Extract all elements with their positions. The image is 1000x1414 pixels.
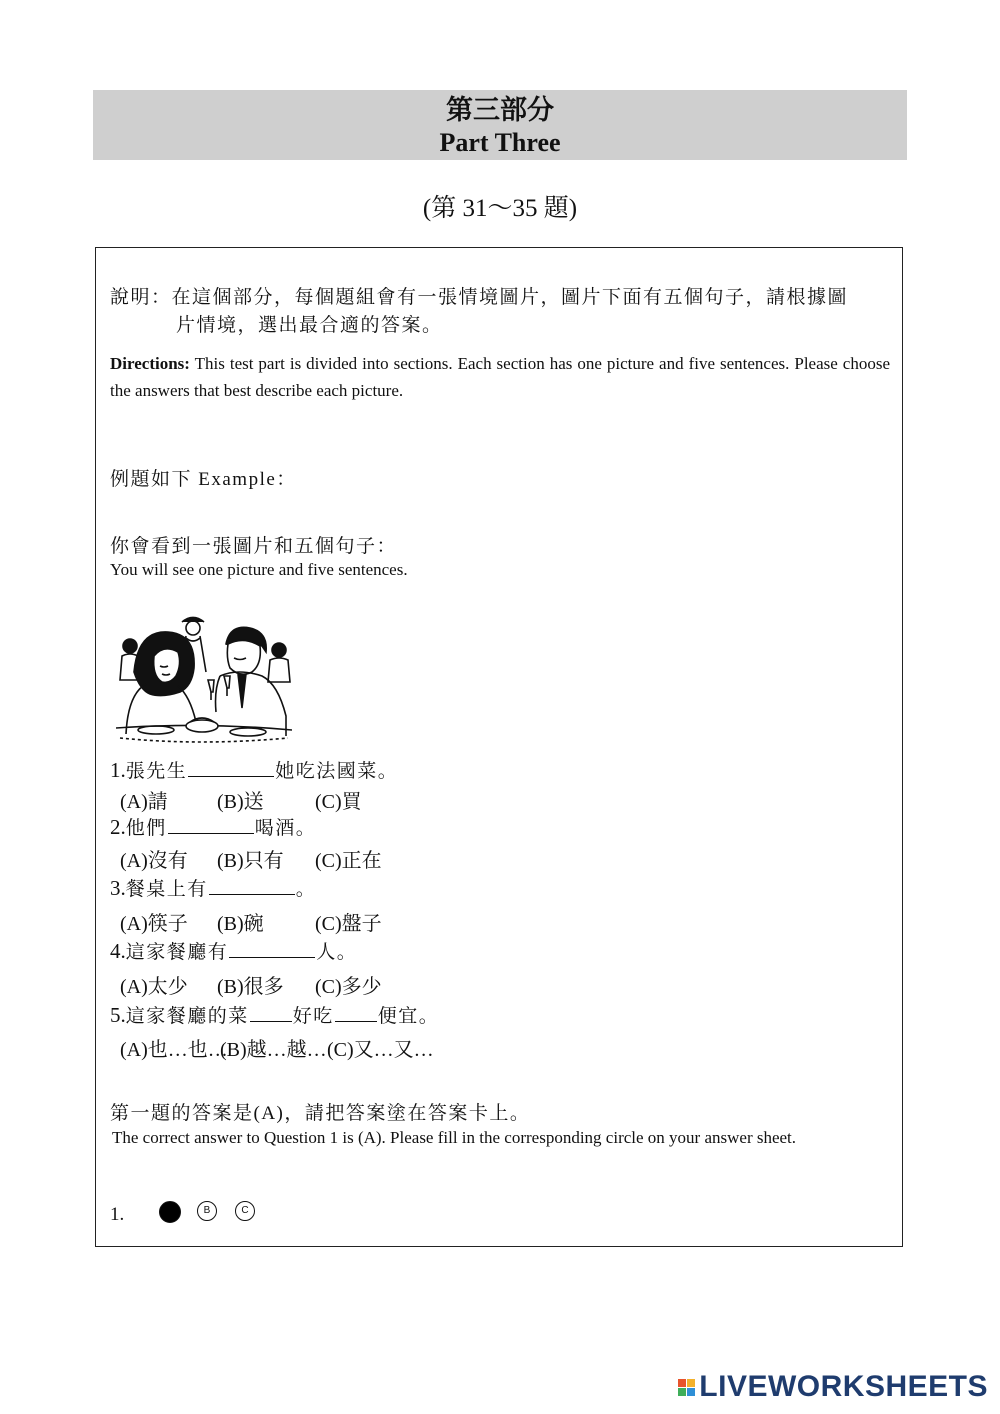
example-intro-en: You will see one picture and five sentences.: [110, 560, 408, 579]
logo-text: LIVEWORKSHEETS: [699, 1370, 988, 1403]
question-text: 這家餐廳有: [125, 942, 229, 963]
logo-mark-icon: [678, 1379, 695, 1396]
question-number: 2.: [110, 815, 126, 839]
option-4c[interactable]: (C)多少: [315, 976, 382, 998]
option-2b[interactable]: (B)只有: [217, 850, 284, 872]
answer-blank[interactable]: [209, 876, 295, 895]
liveworksheets-logo[interactable]: [678, 1370, 988, 1404]
answer-row-label: 1.: [110, 1204, 125, 1225]
question-text: 好吃: [292, 1006, 334, 1027]
option-3c[interactable]: (C)盤子: [315, 913, 382, 935]
directions-paragraph: [110, 350, 890, 404]
answer-blank[interactable]: [335, 1003, 377, 1022]
question-text: 便宜。: [377, 1006, 440, 1027]
option-3a[interactable]: (A)筷子: [120, 913, 188, 935]
question-number: 1.: [110, 758, 126, 782]
example-box: [95, 247, 903, 1247]
question-text: 餐桌上有: [125, 879, 208, 900]
restaurant-illustration: [116, 614, 292, 746]
question-text: 喝酒。: [254, 818, 317, 839]
option-2a[interactable]: (A)沒有: [120, 850, 188, 872]
answer-blank[interactable]: [188, 758, 274, 777]
example-heading: 例題如下 Example：: [110, 469, 297, 490]
directions-label: Directions:: [110, 354, 190, 373]
question-4: [110, 937, 357, 964]
question-text: 張先生: [125, 761, 188, 782]
answer-explanation-zh: 第一題的答案是(A)，請把答案塗在答案卡上。: [110, 1103, 531, 1124]
part-title-zh: 第三部分: [446, 95, 554, 125]
question-2: [110, 813, 316, 840]
option-5c[interactable]: (C)又…又…: [327, 1039, 434, 1061]
question-5: [110, 1001, 439, 1028]
option-4b[interactable]: (B)很多: [217, 976, 284, 998]
option-4a[interactable]: (A)太少: [120, 976, 188, 998]
part-title-en: Part Three: [439, 128, 561, 157]
question-number: 3.: [110, 876, 126, 900]
answer-blank[interactable]: [168, 815, 254, 834]
answer-bubble-a[interactable]: [159, 1201, 181, 1223]
question-text: 人。: [316, 942, 358, 963]
instructions-zh-line1: 說明：在這個部分，每個題組會有一張情境圖片，圖片下面有五個句子，請根據圖: [110, 287, 849, 308]
option-1b[interactable]: (B)送: [217, 791, 264, 813]
answer-blank[interactable]: [229, 939, 315, 958]
part-banner: [93, 90, 907, 160]
option-2c[interactable]: (C)正在: [315, 850, 382, 872]
answer-blank[interactable]: [250, 1003, 292, 1022]
option-1a[interactable]: (A)請: [120, 791, 168, 813]
option-5a[interactable]: (A)也…也…: [120, 1039, 228, 1061]
question-text: 她吃法國菜。: [275, 761, 399, 782]
directions-text: This test part is divided into sections. Each section has one picture and five sentences. Please choose the answers that best describe each picture.: [110, 354, 890, 400]
question-text: 他們: [125, 818, 167, 839]
question-text: 這家餐廳的菜: [125, 1006, 249, 1027]
instructions-zh-line2: 片情境，選出最合適的答案。: [176, 315, 443, 336]
option-5b[interactable]: (B)越…越…: [220, 1039, 327, 1061]
question-text: 。: [295, 879, 317, 900]
question-number: 5.: [110, 1003, 126, 1027]
question-number: 4.: [110, 939, 126, 963]
question-3: [110, 874, 316, 901]
question-1: [110, 756, 398, 783]
example-intro-zh: 你會看到一張圖片和五個句子：: [110, 536, 398, 557]
option-3b[interactable]: (B)碗: [217, 913, 264, 935]
question-range: (第 31～35 題): [422, 195, 578, 222]
option-1c[interactable]: (C)買: [315, 791, 362, 813]
answer-explanation-en: The correct answer to Question 1 is (A). Please fill in the corresponding circle on your answer sheet.: [112, 1128, 797, 1147]
answer-bubble-c[interactable]: C: [235, 1201, 255, 1221]
answer-bubble-b[interactable]: B: [197, 1201, 217, 1221]
